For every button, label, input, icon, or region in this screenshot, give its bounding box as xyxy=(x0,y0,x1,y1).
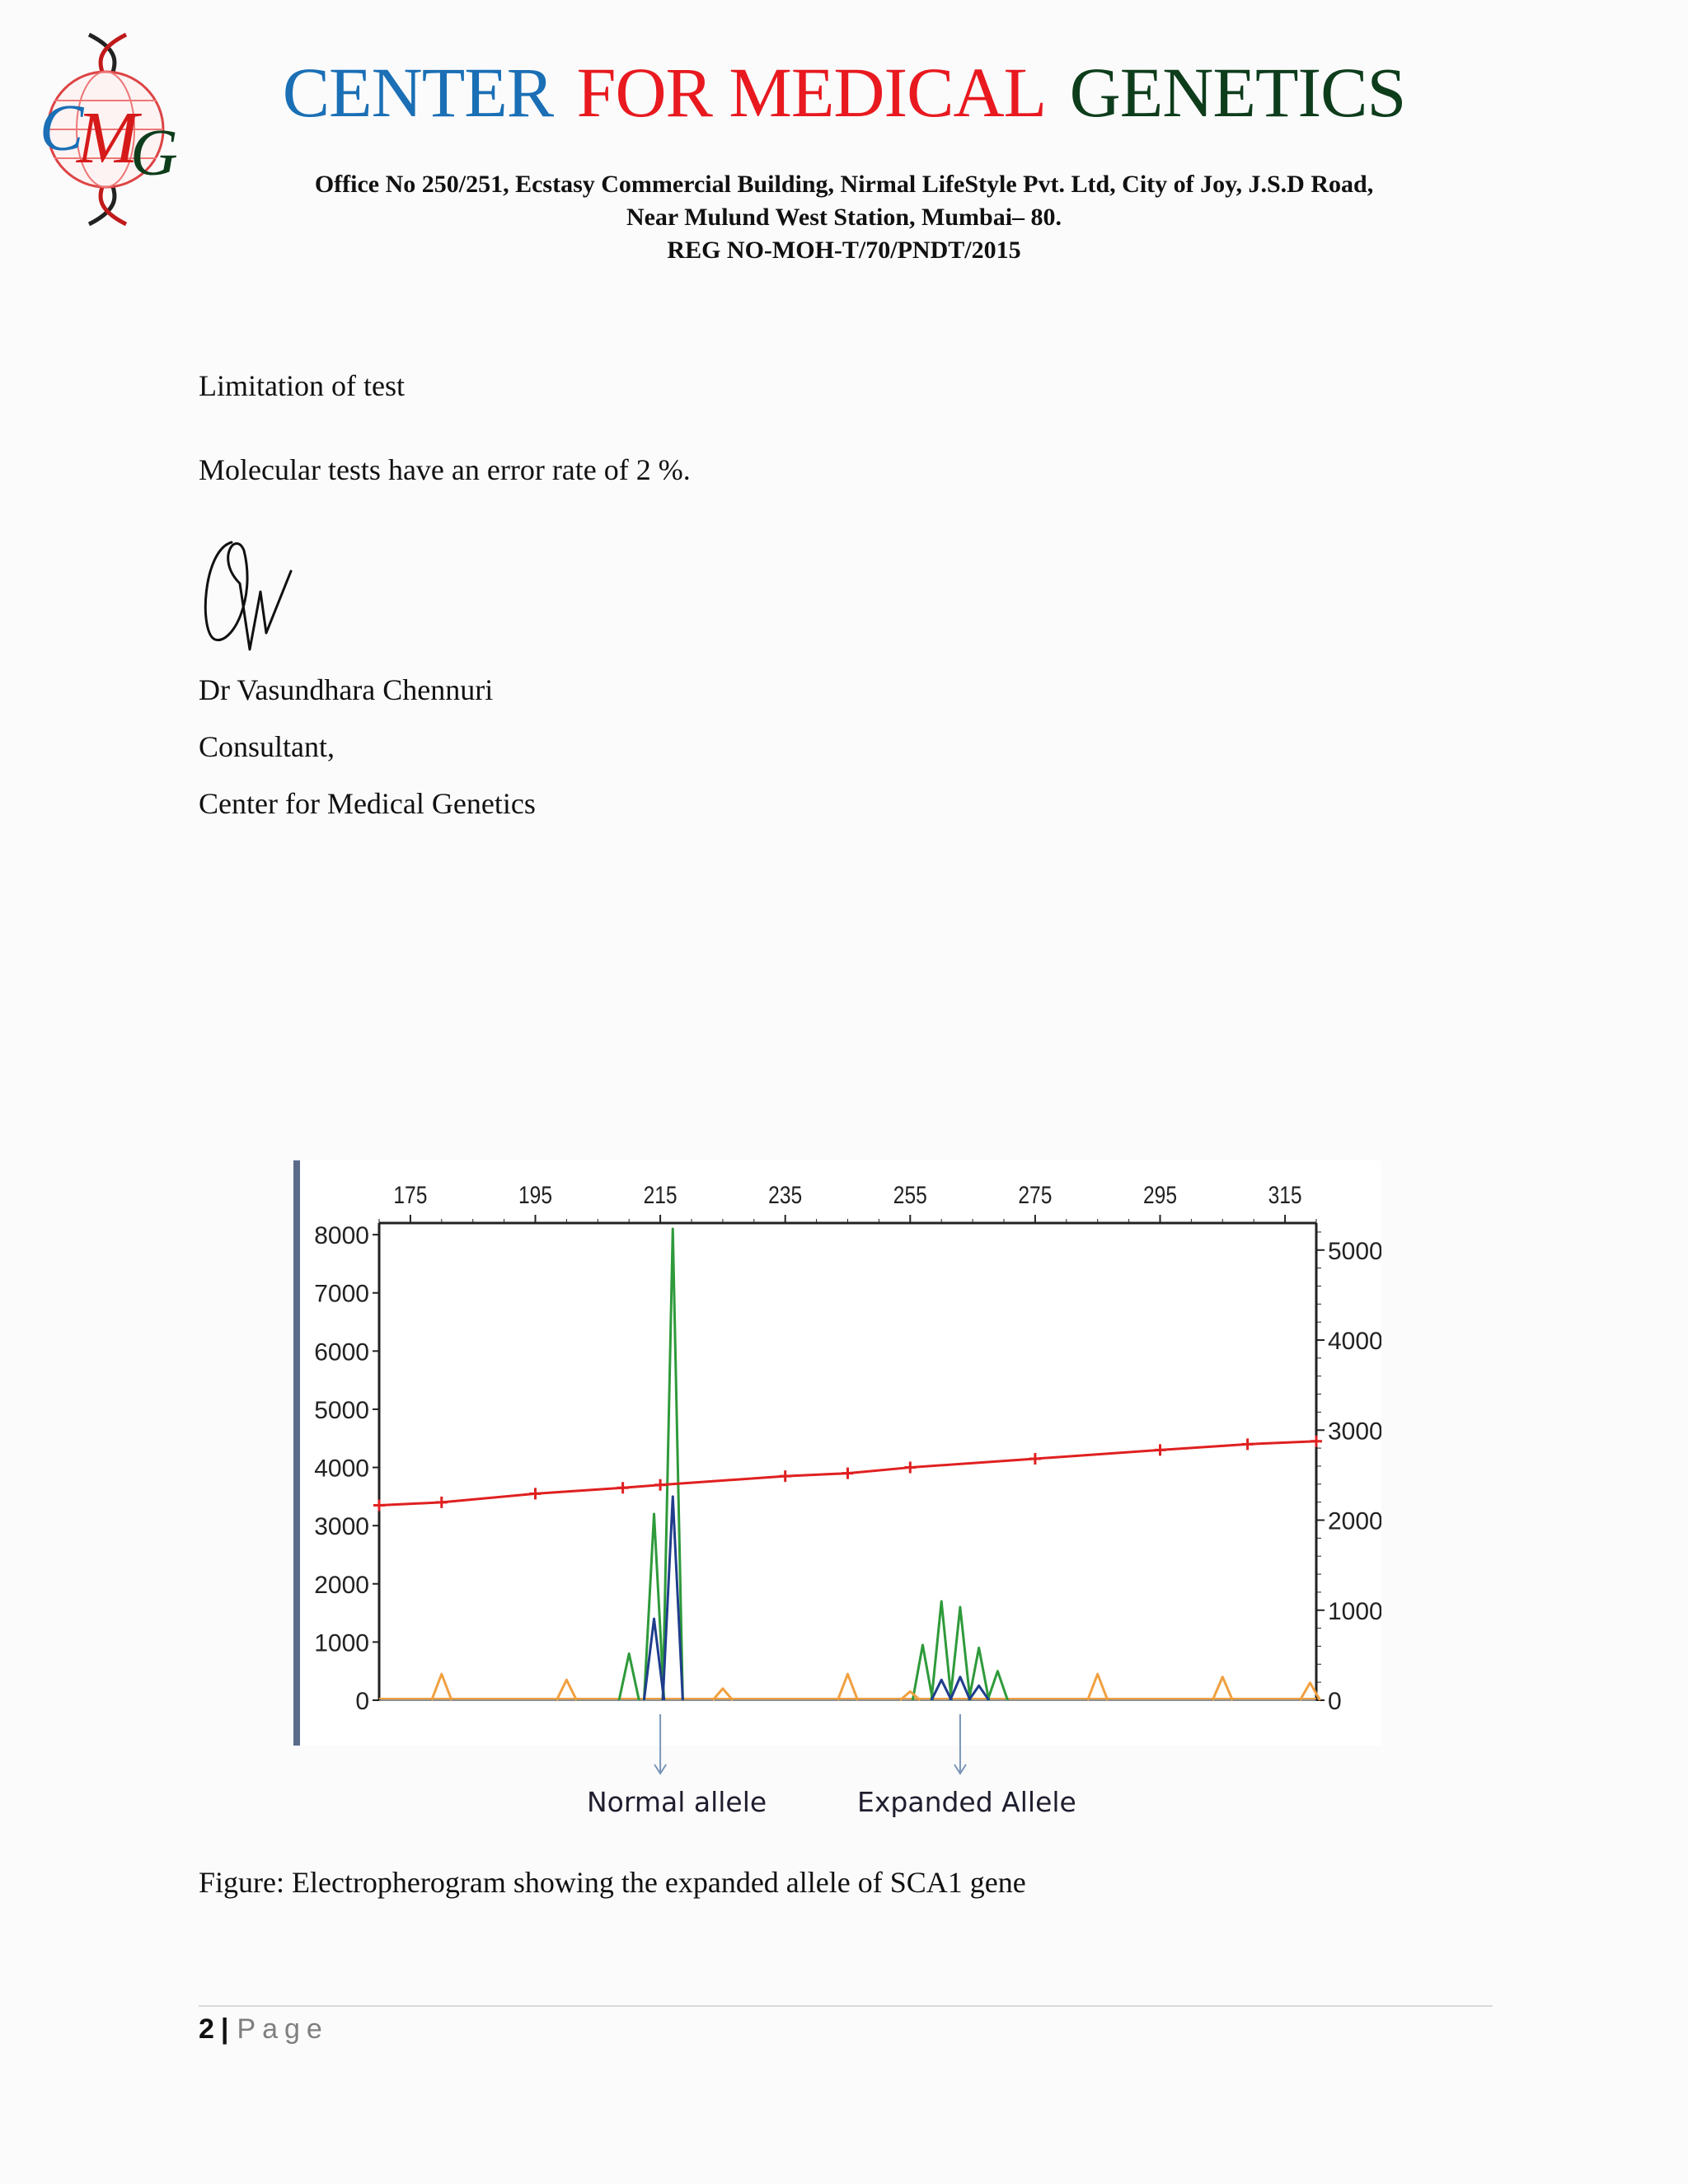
limitation-heading: Limitation of test xyxy=(199,369,405,402)
x-tick-label: 255 xyxy=(893,1180,927,1209)
page-label: Page xyxy=(237,2013,329,2045)
limitation-text: Molecular tests have an error rate of 2 %. xyxy=(199,453,691,486)
electropherogram-figure xyxy=(293,1160,1381,1828)
left-y-tick-label: 4000 xyxy=(314,1455,369,1483)
electropherogram-chart xyxy=(293,1160,1381,1828)
address-line-2: Near Mulund West Station, Mumbai– 80. xyxy=(626,204,1062,231)
x-tick-label: 315 xyxy=(1268,1180,1302,1209)
x-tick-label: 215 xyxy=(643,1180,678,1209)
right-y-tick-label: 1000 xyxy=(1328,1597,1381,1625)
address-block xyxy=(0,168,1688,267)
logo-letter-c: C xyxy=(40,92,84,165)
chart-background xyxy=(293,1160,1381,1746)
left-y-tick-label: 6000 xyxy=(314,1338,369,1366)
right-y-tick-label: 4000 xyxy=(1328,1328,1381,1356)
signatory-org: Center for Medical Genetics xyxy=(199,787,536,820)
chart-left-bar xyxy=(293,1160,300,1746)
signature-icon xyxy=(199,534,298,654)
right-y-tick-label: 5000 xyxy=(1328,1237,1381,1265)
normal-allele-label: Normal allele xyxy=(586,1786,767,1818)
address-line-1: Office No 250/251, Ecstasy Commercial Building, Nirmal LifeStyle Pvt. Ltd, City of Joy, J.S.D Road, xyxy=(314,171,1374,198)
left-y-tick-label: 7000 xyxy=(314,1280,369,1308)
logo-letter-m: M xyxy=(77,97,138,179)
x-tick-label: 295 xyxy=(1142,1180,1178,1209)
x-tick-label: 175 xyxy=(393,1180,428,1209)
signatory-name: Dr Vasundhara Chennuri xyxy=(199,673,494,706)
page-number-value: 2 xyxy=(199,2013,214,2045)
page-number xyxy=(199,2011,329,2047)
left-y-tick-label: 0 xyxy=(355,1688,369,1715)
title-part-for-medical: FOR MEDICAL xyxy=(576,53,1047,132)
expanded-allele-label: Expanded Allele xyxy=(857,1786,1076,1818)
signatory-role: Consultant, xyxy=(199,730,335,763)
logo-letter-g: G xyxy=(130,117,178,190)
right-y-tick-label: 0 xyxy=(1328,1688,1342,1715)
page-separator: | xyxy=(220,2013,229,2045)
left-y-tick-label: 5000 xyxy=(314,1396,369,1424)
title-part-genetics: GENETICS xyxy=(1069,53,1406,132)
page-title xyxy=(0,51,1688,134)
left-y-tick-label: 2000 xyxy=(314,1571,369,1599)
figure-caption: Figure: Electropherogram showing the expanded allele of SCA1 gene xyxy=(199,1866,1026,1899)
left-y-tick-label: 8000 xyxy=(314,1222,369,1250)
x-tick-label: 195 xyxy=(518,1180,553,1209)
left-y-tick-label: 1000 xyxy=(314,1629,369,1657)
left-y-tick-label: 3000 xyxy=(314,1513,369,1541)
address-line-3: REG NO-MOH-T/70/PNDT/2015 xyxy=(667,237,1021,264)
x-tick-label: 275 xyxy=(1018,1180,1053,1209)
footer-divider xyxy=(199,2005,1493,2007)
x-tick-label: 235 xyxy=(768,1180,803,1209)
right-y-tick-label: 2000 xyxy=(1328,1507,1381,1535)
right-y-tick-label: 3000 xyxy=(1328,1418,1381,1446)
title-part-center: CENTER xyxy=(282,53,554,132)
